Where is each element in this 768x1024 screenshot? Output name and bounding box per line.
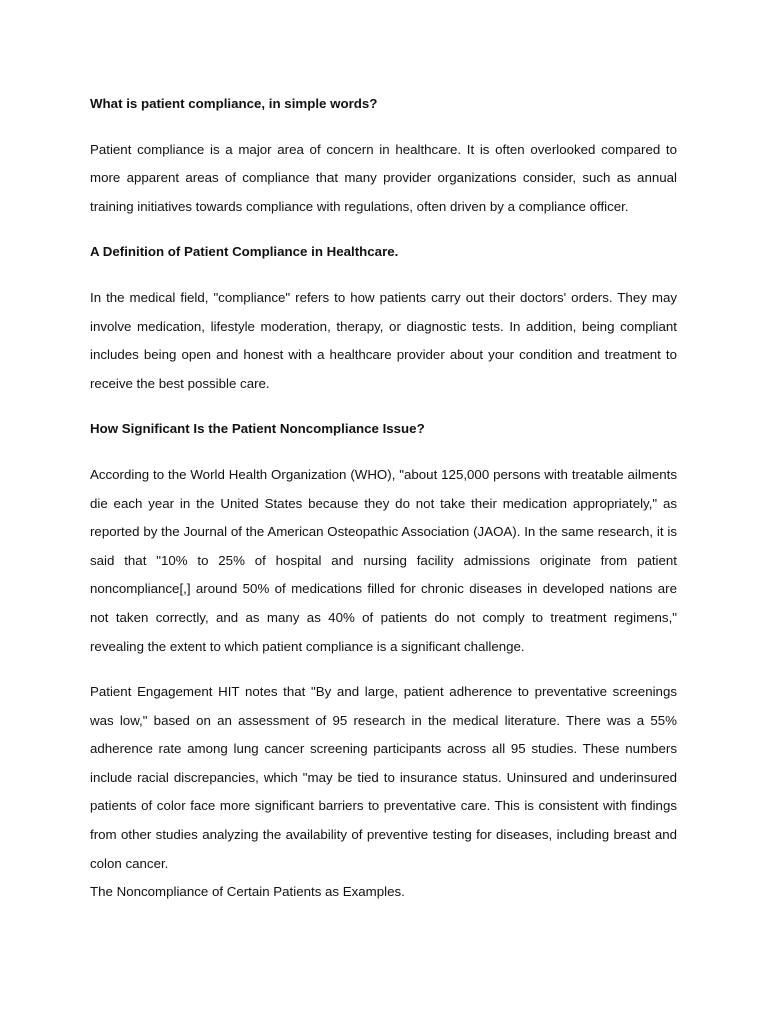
paragraph-patient-compliance-intro: Patient compliance is a major area of concern in healthcare. It is often overlooked compared to more apparent areas of compliance that many provider organizations consider, such as annual training initiatives towards compliance with regulations, often driven by a compliance officer. — [90, 141, 677, 214]
paragraph-screening-adherence: Patient Engagement HIT notes that "By and large, patient adherence to preventative screenings was low," based on an assessment of 95 research in the medical literature. There was a 55% adherence rate among lung cancer screening participants across all 95 studies. These numbers include racial discrepancies, which "may be tied to insurance status. Uninsured and underinsured patients of color face more significant barriers to preventative care. This is consistent with findings from other studies analyzing the availability of preventive testing for diseases, including breast and colon cancer. — [90, 684, 677, 871]
heading-definition: A Definition of Patient Compliance in Healthcare. — [90, 244, 399, 260]
heading-noncompliance-significance: How Significant Is the Patient Noncompliance Issue? — [90, 421, 425, 437]
document-page — [90, 90, 677, 907]
heading-patient-compliance: What is patient compliance, in simple words? — [90, 96, 378, 111]
paragraph-definition: In the medical field, "compliance" refers to how patients carry out their doctors' orders. They may involve medication, lifestyle moderation, therapy, or diagnostic tests. In addition, being compliant includes being open and honest with a healthcare provider about your condition and treatment to receive the best possible care. — [90, 289, 677, 391]
paragraph-who-statistics: According to the World Health Organization (WHO), "about 125,000 persons with treatable ailments die each year in the United States because they do not take their medication appropriately," as reported by the Journal of the American Osteopathic Association (JAOA). In the same research, it is said that "10% to 25% of hospital and nursing facility admissions originate from patient noncompliance[,] around 50% of medications filled for chronic diseases in developed nations are not taken correctly, and as many as 40% of patients do not comply to treatment regimens," revealing the extent to which patient compliance is a significant challenge. — [90, 466, 677, 654]
trailing-line-examples: The Noncompliance of Certain Patients as Examples. — [90, 884, 405, 900]
